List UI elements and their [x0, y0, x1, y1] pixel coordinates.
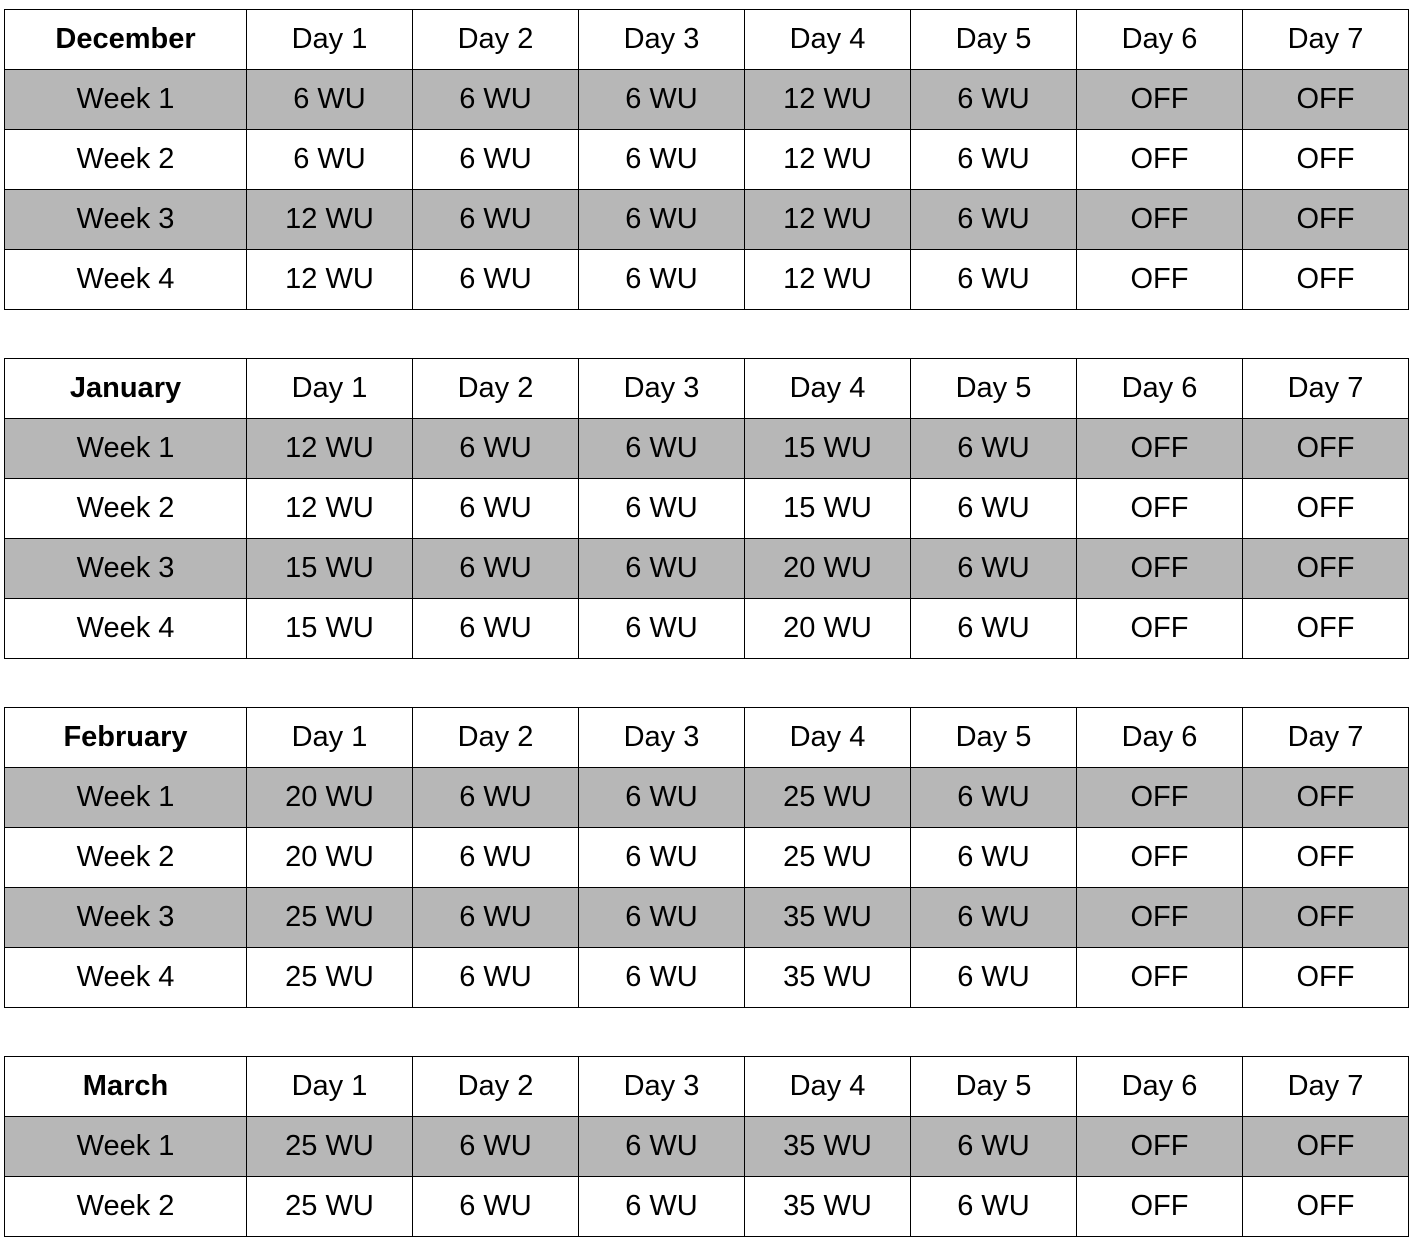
- workout-cell: 6 WU: [579, 828, 745, 888]
- workout-cell: 15 WU: [745, 419, 911, 479]
- week-row: [5, 190, 1409, 250]
- workout-cell: 6 WU: [579, 190, 745, 250]
- schedule-table-december: [4, 9, 1409, 310]
- workout-cell: 25 WU: [247, 948, 413, 1008]
- week-label: Week 3: [5, 539, 247, 599]
- workout-cell: 6 WU: [911, 130, 1077, 190]
- workout-cell: OFF: [1077, 190, 1243, 250]
- workout-cell: 12 WU: [247, 479, 413, 539]
- workout-cell: 12 WU: [745, 70, 911, 130]
- workout-cell: OFF: [1243, 768, 1409, 828]
- week-row: [5, 250, 1409, 310]
- workout-cell: 35 WU: [745, 948, 911, 1008]
- workout-cell: 6 WU: [413, 190, 579, 250]
- workout-cell: 15 WU: [745, 479, 911, 539]
- day-header: Day 6: [1077, 10, 1243, 70]
- workout-cell: 6 WU: [579, 1177, 745, 1237]
- workout-cell: 25 WU: [247, 1177, 413, 1237]
- workout-cell: OFF: [1243, 190, 1409, 250]
- week-row: [5, 130, 1409, 190]
- workout-cell: 6 WU: [579, 479, 745, 539]
- day-header: Day 4: [745, 10, 911, 70]
- workout-cell: OFF: [1077, 70, 1243, 130]
- workout-cell: 25 WU: [247, 888, 413, 948]
- workout-cell: 12 WU: [745, 130, 911, 190]
- workout-cell: OFF: [1077, 1117, 1243, 1177]
- workout-cell: 20 WU: [247, 768, 413, 828]
- workout-cell: 6 WU: [413, 539, 579, 599]
- workout-cell: 6 WU: [413, 1177, 579, 1237]
- day-header: Day 4: [745, 708, 911, 768]
- workout-cell: 25 WU: [745, 768, 911, 828]
- day-header: Day 7: [1243, 1057, 1409, 1117]
- day-header: Day 4: [745, 1057, 911, 1117]
- workout-cell: 12 WU: [247, 250, 413, 310]
- workout-cell: OFF: [1243, 130, 1409, 190]
- day-header: Day 2: [413, 10, 579, 70]
- day-header: Day 5: [911, 10, 1077, 70]
- week-label: Week 1: [5, 419, 247, 479]
- workout-cell: OFF: [1243, 539, 1409, 599]
- workout-cell: 6 WU: [413, 250, 579, 310]
- workout-cell: 12 WU: [745, 250, 911, 310]
- week-row: [5, 599, 1409, 659]
- workout-cell: OFF: [1243, 948, 1409, 1008]
- workout-cell: OFF: [1077, 599, 1243, 659]
- week-label: Week 3: [5, 190, 247, 250]
- week-label: Week 4: [5, 599, 247, 659]
- workout-cell: 6 WU: [413, 888, 579, 948]
- week-label: Week 2: [5, 479, 247, 539]
- workout-cell: 6 WU: [579, 130, 745, 190]
- workout-cell: OFF: [1077, 539, 1243, 599]
- workout-cell: 6 WU: [911, 539, 1077, 599]
- workout-cell: 20 WU: [745, 539, 911, 599]
- week-label: Week 2: [5, 130, 247, 190]
- workout-cell: 6 WU: [579, 70, 745, 130]
- workout-cell: 6 WU: [579, 888, 745, 948]
- week-row: [5, 1117, 1409, 1177]
- workout-cell: OFF: [1077, 768, 1243, 828]
- workout-cell: 35 WU: [745, 1117, 911, 1177]
- week-row: [5, 888, 1409, 948]
- workout-cell: OFF: [1243, 419, 1409, 479]
- header-row: [5, 359, 1409, 419]
- workout-cell: 6 WU: [579, 599, 745, 659]
- workout-cell: 6 WU: [911, 1117, 1077, 1177]
- week-row: [5, 948, 1409, 1008]
- workout-cell: 6 WU: [911, 190, 1077, 250]
- day-header: Day 2: [413, 1057, 579, 1117]
- day-header: Day 3: [579, 10, 745, 70]
- workout-cell: OFF: [1243, 888, 1409, 948]
- day-header: Day 7: [1243, 708, 1409, 768]
- week-label: Week 1: [5, 1117, 247, 1177]
- schedule-table-march: [4, 1056, 1409, 1237]
- workout-cell: OFF: [1243, 479, 1409, 539]
- workout-cell: OFF: [1077, 479, 1243, 539]
- workout-cell: OFF: [1077, 419, 1243, 479]
- workout-cell: OFF: [1077, 1177, 1243, 1237]
- week-row: [5, 479, 1409, 539]
- week-label: Week 1: [5, 70, 247, 130]
- workout-cell: 6 WU: [911, 250, 1077, 310]
- workout-cell: 6 WU: [579, 1117, 745, 1177]
- week-label: Week 3: [5, 888, 247, 948]
- month-title: February: [5, 708, 247, 768]
- week-row: [5, 539, 1409, 599]
- day-header: Day 6: [1077, 708, 1243, 768]
- workout-cell: 20 WU: [247, 828, 413, 888]
- workout-cell: 6 WU: [413, 70, 579, 130]
- day-header: Day 2: [413, 708, 579, 768]
- workout-cell: OFF: [1077, 828, 1243, 888]
- workout-cell: OFF: [1243, 250, 1409, 310]
- month-title: March: [5, 1057, 247, 1117]
- workout-cell: 6 WU: [579, 768, 745, 828]
- workout-cell: 6 WU: [911, 1177, 1077, 1237]
- header-row: [5, 10, 1409, 70]
- workout-cell: OFF: [1077, 888, 1243, 948]
- day-header: Day 2: [413, 359, 579, 419]
- week-row: [5, 768, 1409, 828]
- day-header: Day 4: [745, 359, 911, 419]
- workout-cell: 6 WU: [413, 130, 579, 190]
- workout-cell: 6 WU: [579, 419, 745, 479]
- workout-cell: 12 WU: [247, 419, 413, 479]
- week-label: Week 1: [5, 768, 247, 828]
- workout-cell: 25 WU: [745, 828, 911, 888]
- workout-cell: 12 WU: [247, 190, 413, 250]
- week-label: Week 2: [5, 828, 247, 888]
- workout-cell: OFF: [1243, 1177, 1409, 1237]
- workout-cell: 6 WU: [911, 948, 1077, 1008]
- workout-cell: 35 WU: [745, 1177, 911, 1237]
- workout-cell: 35 WU: [745, 888, 911, 948]
- workout-cell: 6 WU: [413, 948, 579, 1008]
- workout-cell: 6 WU: [579, 539, 745, 599]
- workout-cell: OFF: [1243, 70, 1409, 130]
- workout-cell: 6 WU: [911, 599, 1077, 659]
- workout-cell: OFF: [1243, 1117, 1409, 1177]
- day-header: Day 7: [1243, 359, 1409, 419]
- day-header: Day 5: [911, 359, 1077, 419]
- workout-cell: 6 WU: [413, 599, 579, 659]
- day-header: Day 1: [247, 10, 413, 70]
- schedule-table-february: [4, 707, 1409, 1008]
- workout-cell: 6 WU: [911, 479, 1077, 539]
- week-label: Week 2: [5, 1177, 247, 1237]
- month-title: December: [5, 10, 247, 70]
- day-header: Day 7: [1243, 10, 1409, 70]
- workout-cell: 6 WU: [413, 828, 579, 888]
- workout-cell: 6 WU: [247, 130, 413, 190]
- week-row: [5, 419, 1409, 479]
- day-header: Day 5: [911, 708, 1077, 768]
- workout-cell: 15 WU: [247, 599, 413, 659]
- workout-cell: 12 WU: [745, 190, 911, 250]
- week-row: [5, 828, 1409, 888]
- week-label: Week 4: [5, 948, 247, 1008]
- workout-cell: OFF: [1243, 599, 1409, 659]
- week-row: [5, 70, 1409, 130]
- header-row: [5, 1057, 1409, 1117]
- day-header: Day 5: [911, 1057, 1077, 1117]
- workout-cell: 15 WU: [247, 539, 413, 599]
- day-header: Day 3: [579, 1057, 745, 1117]
- workout-cell: 6 WU: [579, 948, 745, 1008]
- month-title: January: [5, 359, 247, 419]
- schedule-table-january: [4, 358, 1409, 659]
- workout-cell: 6 WU: [579, 250, 745, 310]
- day-header: Day 6: [1077, 1057, 1243, 1117]
- workout-cell: OFF: [1077, 250, 1243, 310]
- workout-cell: 6 WU: [911, 768, 1077, 828]
- workout-cell: 6 WU: [911, 888, 1077, 948]
- workout-cell: 20 WU: [745, 599, 911, 659]
- day-header: Day 3: [579, 359, 745, 419]
- day-header: Day 1: [247, 708, 413, 768]
- workout-cell: 6 WU: [413, 768, 579, 828]
- week-row: [5, 1177, 1409, 1237]
- workout-cell: 6 WU: [911, 419, 1077, 479]
- day-header: Day 1: [247, 1057, 413, 1117]
- workout-cell: 6 WU: [413, 479, 579, 539]
- day-header: Day 3: [579, 708, 745, 768]
- workout-cell: 6 WU: [413, 419, 579, 479]
- header-row: [5, 708, 1409, 768]
- workout-cell: OFF: [1077, 130, 1243, 190]
- workout-cell: 6 WU: [911, 828, 1077, 888]
- workout-cell: 25 WU: [247, 1117, 413, 1177]
- workout-cell: 6 WU: [247, 70, 413, 130]
- workout-cell: 6 WU: [413, 1117, 579, 1177]
- workout-cell: OFF: [1077, 948, 1243, 1008]
- workout-cell: OFF: [1243, 828, 1409, 888]
- day-header: Day 1: [247, 359, 413, 419]
- workout-cell: 6 WU: [911, 70, 1077, 130]
- week-label: Week 4: [5, 250, 247, 310]
- day-header: Day 6: [1077, 359, 1243, 419]
